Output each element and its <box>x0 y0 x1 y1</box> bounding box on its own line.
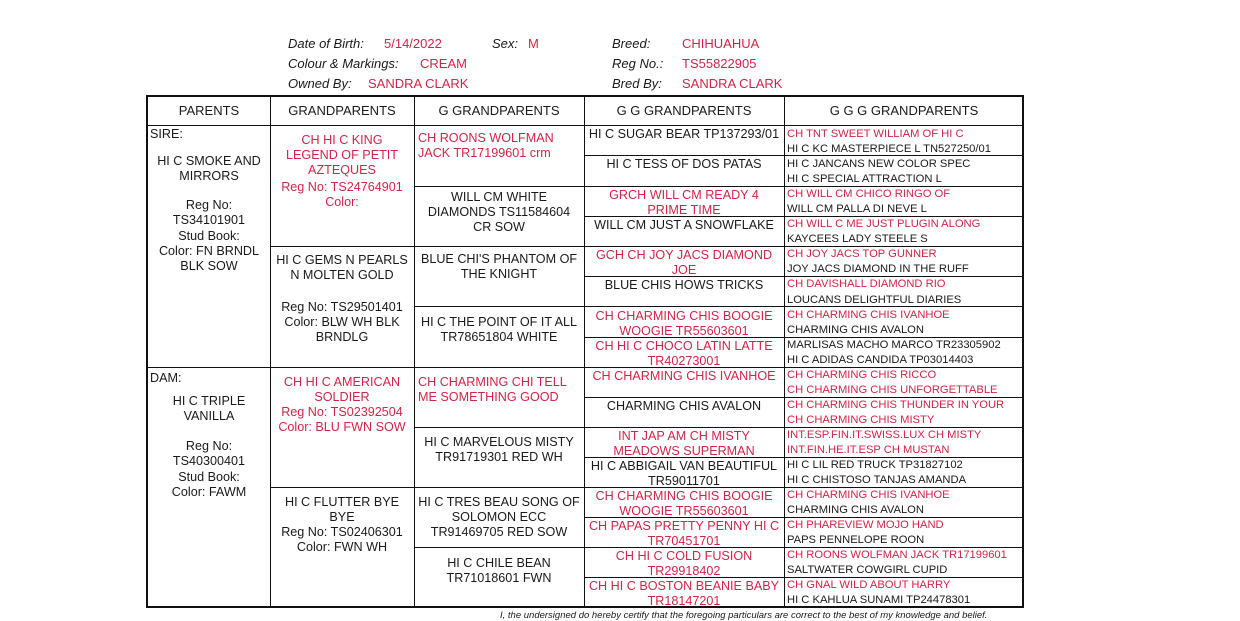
column-header-g-grandparents: G GRANDPARENTS <box>438 103 560 118</box>
g-grandparent: HI C MARVELOUS MISTY TR91719301 RED WH <box>424 435 574 464</box>
pedigree-table <box>146 95 1024 608</box>
breed-value: CHIHUAHUA <box>682 36 760 51</box>
ggg-grandparent: HI C JANCANS NEW COLOR SPEC <box>787 158 971 171</box>
gg-grandparent: CH CHARMING CHIS BOOGIE WOOGIE TR55603601 <box>595 489 773 518</box>
ggg-grandparent: CH CHARMING CHIS IVANHOE <box>787 489 950 502</box>
owned-value: SANDRA CLARK <box>368 76 469 91</box>
g-grandparent: HI C TRES BEAU SONG OF SOLOMON ECC TR91469705 RED SOW <box>418 495 580 539</box>
ggg-grandparent: CH WILL CM CHICO RINGO OF <box>787 188 951 201</box>
ggg-grandparent: CH CHARMING CHIS IVANHOE <box>787 308 950 321</box>
ggg-grandparent: CH ROONS WOLFMAN JACK TR17199601 <box>787 549 1007 562</box>
gg-grandparent: CH CHARMING CHIS IVANHOE <box>592 369 776 383</box>
dam-label: DAM: <box>150 371 182 385</box>
dam-name: HI C TRIPLE VANILLA <box>172 394 246 423</box>
column-header-ggg-grandparents: G G G GRANDPARENTS <box>829 103 979 118</box>
column-divider <box>584 97 585 606</box>
g-grandparent: CH CHARMING CHI TELL ME SOMETHING GOOD <box>418 375 567 404</box>
gg-grandparent: CHARMING CHIS AVALON <box>606 399 762 413</box>
ggg-grandparent: CH JOY JACS TOP GUNNER <box>787 248 937 261</box>
colour-value: CREAM <box>420 56 467 71</box>
gg-grandparent: HI C TESS OF DOS PATAS <box>606 157 762 171</box>
ggg-grandparent: CH CHARMING CHIS UNFORGETTABLE <box>787 383 998 396</box>
ggg-grandparent: HI C ADIDAS CANDIDA TP03014403 <box>787 353 974 366</box>
ggg-grandparent: HI C KAHLUA SUNAMI TP24478301 <box>787 594 971 607</box>
ggg-grandparent: HI C CHISTOSO TANJAS AMANDA <box>787 474 967 487</box>
gg-grandparent: CH CHARMING CHIS BOOGIE WOOGIE TR55603601 <box>595 309 773 338</box>
colour-label: Colour & Markings: <box>288 56 399 71</box>
column-divider <box>270 97 271 606</box>
sex-label: Sex: <box>492 36 519 51</box>
dob-label: Date of Birth: <box>288 36 364 51</box>
ggg-grandparent: SALTWATER COWGIRL CUPID <box>787 564 948 577</box>
gg-grandparent: CH HI C COLD FUSION TR29918402 <box>615 549 753 578</box>
gg-grandparent: CH HI C CHOCO LATIN LATTE TR40273001 <box>595 339 773 368</box>
ggg-grandparent: CH CHARMING CHIS THUNDER IN YOUR <box>787 398 1005 411</box>
ggg-grandparent: INT.FIN.HE.IT.ESP CH MUSTAN <box>787 443 950 456</box>
dam-color: Color: FAWM <box>171 485 247 499</box>
g-grandparent: WILL CM WHITE DIAMONDS TS11584604 CR SOW <box>427 190 571 234</box>
ggg-grandparent: HI C LIL RED TRUCK TP31827102 <box>787 459 963 472</box>
owned-label: Owned By: <box>288 76 352 91</box>
sire-label: SIRE: <box>150 127 183 141</box>
grandparent-reg: Reg No: TS02406301 <box>281 525 403 539</box>
sire-color: Color: FN BRNDL BLK SOW <box>158 244 260 273</box>
dob-value: 5/14/2022 <box>384 36 442 51</box>
breed-label: Breed: <box>612 36 651 51</box>
sire-stud-book: Stud Book: <box>178 229 240 243</box>
grandparent-reg: Reg No: TS02392504 <box>281 405 403 419</box>
grandparent-name: HI C GEMS N PEARLS N MOLTEN GOLD <box>276 253 408 282</box>
grandparent-reg: Reg No: TS29501401 <box>281 300 403 314</box>
gg-grandparent: HI C SUGAR BEAR TP137293/01 <box>588 127 780 141</box>
column-divider <box>414 97 415 606</box>
regno-value: TS55822905 <box>682 56 757 71</box>
grandparent-color: Color: <box>325 195 359 209</box>
g-grandparent: CH ROONS WOLFMAN JACK TR17199601 crm <box>418 131 554 160</box>
gg-grandparent: BLUE CHIS HOWS TRICKS <box>604 278 764 292</box>
ggg-grandparent: CH GNAL WILD ABOUT HARRY <box>787 579 951 592</box>
gg-grandparent: HI C ABBIGAIL VAN BEAUTIFUL TR59011701 <box>590 459 778 488</box>
ggg-grandparent: CHARMING CHIS AVALON <box>787 323 924 336</box>
ggg-grandparent: INT.ESP.FIN.IT.SWISS.LUX CH MISTY <box>787 428 982 441</box>
gg-grandparent: GCH CH JOY JACS DIAMOND JOE <box>595 248 773 277</box>
grandparent-color: Color: FWN WH <box>296 540 388 554</box>
sire-name: HI C SMOKE AND MIRRORS <box>157 154 261 183</box>
certification-statement: I, the undersigned do hereby certify that the foregoing particulars are correct to the best of my knowledge and belief. <box>500 610 988 621</box>
gg-grandparent: CH HI C BOSTON BEANIE BABY TR18147201 <box>588 579 780 608</box>
ggg-grandparent: CHARMING CHIS AVALON <box>787 504 924 517</box>
grandparent-name: CH HI C AMERICAN SOLDIER <box>283 375 401 404</box>
ggg-grandparent: CH WILL C ME JUST PLUGIN ALONG <box>787 218 981 231</box>
bred-value: SANDRA CLARK <box>682 76 783 91</box>
grandparent-name: CH HI C KING LEGEND OF PETIT AZTEQUES <box>286 133 398 177</box>
header-divider <box>148 125 1024 126</box>
ggg-grandparent: JOY JACS DIAMOND IN THE RUFF <box>787 263 969 276</box>
gg-grandparent: INT JAP AM CH MISTY MEADOWS SUPERMAN <box>613 429 755 458</box>
grandparent-reg: Reg No: TS24764901 <box>281 180 403 194</box>
dam-stud-book: Stud Book: <box>178 470 240 484</box>
grandparent-name: HI C FLUTTER BYE BYE <box>284 495 400 524</box>
sex-value: M <box>528 36 539 51</box>
ggg-grandparent: CH PHAREVIEW MOJO HAND <box>787 519 944 532</box>
regno-label: Reg No.: <box>612 56 664 71</box>
g-grandparent: HI C THE POINT OF IT ALL TR78651804 WHITE <box>420 315 578 344</box>
bred-label: Bred By: <box>612 76 662 91</box>
ggg-list <box>785 127 1023 609</box>
ggg-grandparent: LOUCANS DELIGHTFUL DIARIES <box>787 293 962 306</box>
ggg-grandparent: MARLISAS MACHO MARCO TR23305902 <box>787 338 1001 351</box>
gg-grandparent: WILL CM JUST A SNOWFLAKE <box>594 218 774 232</box>
ggg-grandparent: PAPS PENNELOPE ROON <box>787 534 925 547</box>
ggg-grandparent: HI C KC MASTERPIECE L TN527250/01 <box>787 143 991 156</box>
dam-reg: Reg No: TS40300401 <box>172 439 246 468</box>
column-header-parents: PARENTS <box>178 103 240 118</box>
column-header-gg-grandparents: G G GRANDPARENTS <box>616 103 752 118</box>
gg-grandparent: GRCH WILL CM READY 4 PRIME TIME <box>609 188 759 217</box>
grandparent-color: Color: BLU FWN SOW <box>278 420 406 434</box>
ggg-grandparent: CH TNT SWEET WILLIAM OF HI C <box>787 128 964 140</box>
ggg-grandparent: CH CHARMING CHIS RICCO <box>787 368 937 381</box>
ggg-grandparent: HI C SPECIAL ATTRACTION L <box>787 173 942 186</box>
ggg-grandparent: KAYCEES LADY STEELE S <box>787 233 928 246</box>
g-grandparent: BLUE CHI'S PHANTOM OF THE KNIGHT <box>420 252 578 281</box>
ggg-grandparent: CH CHARMING CHIS MISTY <box>787 413 935 426</box>
sire-reg: Reg No: TS34101901 <box>172 198 246 227</box>
gg-grandparent: CH PAPAS PRETTY PENNY HI C TR70451701 <box>588 519 780 548</box>
ggg-grandparent: WILL CM PALLA DI NEVE L <box>787 203 927 216</box>
grandparent-color: Color: BLW WH BLK BRNDLG <box>284 315 400 344</box>
column-header-grandparents: GRANDPARENTS <box>288 103 396 118</box>
ggg-grandparent: CH DAVISHALL DIAMOND RIO <box>787 278 946 291</box>
g-grandparent: HI C CHILE BEAN TR71018601 FWN <box>446 556 552 585</box>
